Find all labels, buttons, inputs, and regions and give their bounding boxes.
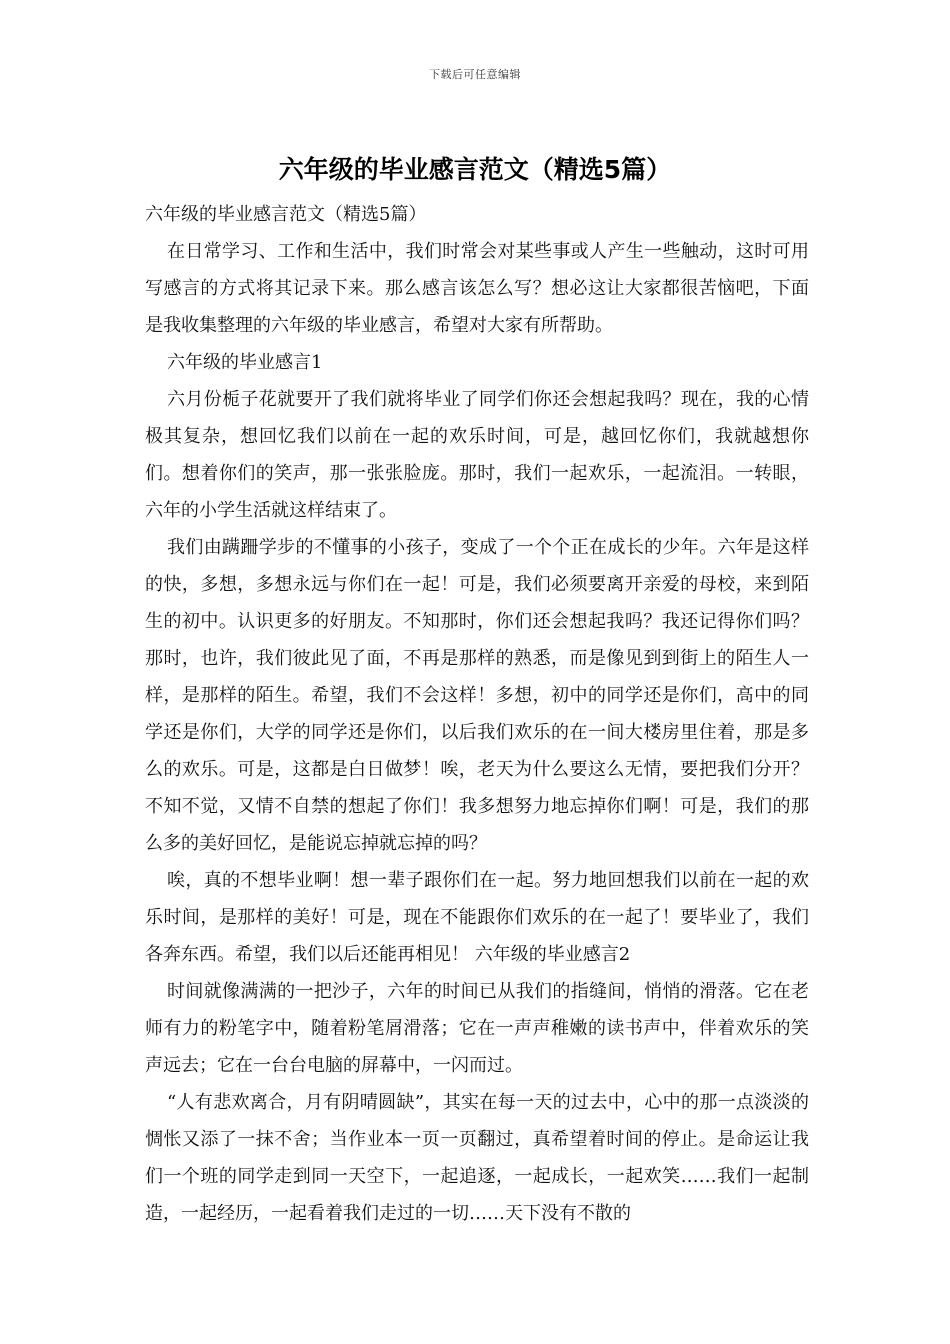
body-paragraph: 时间就像满满的一把沙子，六年的时间已从我们的指缝间，悄悄的滑落。它在老师有力的粉笔字中，随着粉笔屑滑落；它在一声声稚嫩的读书声中，伴着欢乐的笑声远去；它在一台台电脑的屏幕中，一闪而过。 <box>145 981 809 1076</box>
body-paragraph: 唉，真的不想毕业啊！想一辈子跟你们在一起。努力地回想我们以前在一起的欢乐时间，是那样的美好！可是，现在不能跟你们欢乐的在一起了！要毕业了，我们各奔东西。希望，我们以后还能再相见！ 六年级的毕业感言2 <box>145 870 809 965</box>
document-body <box>145 196 809 1232</box>
subtitle-paragraph: 六年级的毕业感言范文（精选5篇） <box>145 204 427 225</box>
body-paragraph: 六月份栀子花就要开了我们就将毕业了同学们你还会想起我吗？现在，我的心情极其复杂，想回忆我们以前在一起的欢乐时间，可是，越回忆你们，我就越想你们。想着你们的笑声，那一张张脸庞。那时，我们一起欢乐，一起流泪。一转眼，六年的小学生活就这样结束了。 <box>145 389 809 521</box>
body-paragraph: “人有悲欢离合，月有阴晴圆缺”，其实在每一天的过去中，心中的那一点淡淡的惆怅又添了一抹不舍；当作业本一页一页翻过，真希望着时间的停止。是命运让我们一个班的同学走到同一天空下，一起追逐，一起成长，一起欢笑……我们一起制造，一起经历，一起看着我们走过的一切……天下没有不散的 <box>145 1092 809 1224</box>
header-note: 下载后可任意编辑 <box>429 68 521 81</box>
section-heading-1: 六年级的毕业感言1 <box>167 352 323 373</box>
intro-paragraph: 在日常学习、工作和生活中，我们时常会对某些事或人产生一些触动，这时可用写感言的方式将其记录下来。那么感言该怎么写？想必这让大家都很苦恼吧，下面是我收集整理的六年级的毕业感言，希望对大家有所帮助。 <box>145 241 809 336</box>
document-title: 六年级的毕业感言范文（精选5篇） <box>278 155 672 184</box>
body-paragraph: 我们由蹒跚学步的不懂事的小孩子，变成了一个个正在成长的少年。六年是这样的快，多想，多想永远与你们在一起！可是，我们必须要离开亲爱的母校，来到陌生的初中。认识更多的好朋友。不知那时，你们还会想起我吗？我还记得你们吗？那时，也许，我们彼此见了面，不再是那样的熟悉，而是像见到到街上的陌生人一样，是那样的陌生。希望，我们不会这样！多想，初中的同学还是你们，高中的同学还是你们，大学的同学还是你们，以后我们欢乐的在一间大楼房里住着，那是多么的欢乐。可是，这都是白日做梦！唉，老天为什么要这么无情，要把我们分开？不知不觉，又情不自禁的想起了你们！我多想努力地忘掉你们啊！可是，我们的那么多的美好回忆，是能说忘掉就忘掉的吗？ <box>145 537 809 854</box>
